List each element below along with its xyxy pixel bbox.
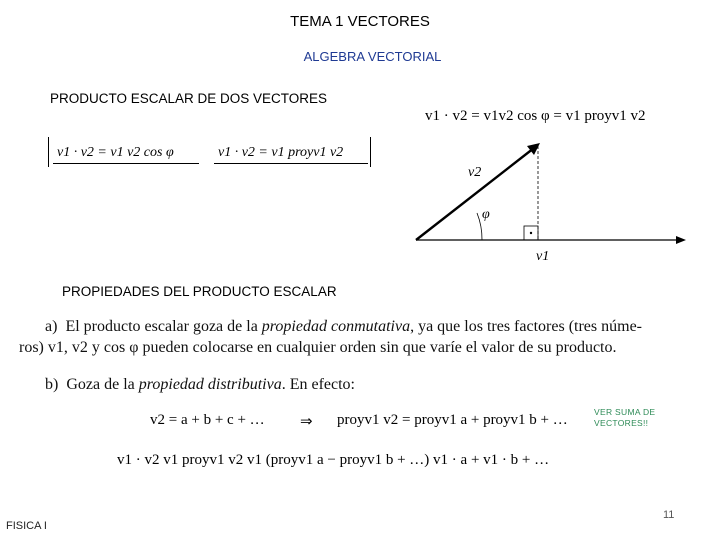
side-note-line-2: VECTORES!! <box>594 418 649 428</box>
property-a-line1 <box>45 318 642 336</box>
property-a-prefix: a) <box>45 318 58 335</box>
property-b-line <box>45 376 355 394</box>
property-b-text-start: Goza de la <box>66 376 139 393</box>
side-note-line-1: VER SUMA DE <box>594 407 656 417</box>
section-heading: PRODUCTO ESCALAR DE DOS VECTORES <box>50 91 328 106</box>
property-b-prefix: b) <box>45 376 59 393</box>
v2-label: v2 <box>468 165 482 180</box>
diagram-formula: v1 · v2 = v1v2 cos φ = v1 proyv1 v2 <box>425 108 646 124</box>
property-a-line2: ros) v1, v2 y cos φ pueden colocarse en cualquier orden sin que varíe el valor de su producto. <box>19 339 617 356</box>
equation-1-arrow: ⇒ <box>300 414 313 430</box>
v1-label: v1 <box>536 249 550 264</box>
property-a-text-start: El producto escalar goza de la <box>65 318 262 335</box>
v1-arrowhead <box>676 236 686 244</box>
property-b-text-end: . En efecto: <box>281 376 355 393</box>
equation-1-right: proyv1 v2 = proyv1 a + proyv1 b + … <box>337 412 568 428</box>
right-angle-dot <box>530 232 532 234</box>
v2-vector-line <box>416 148 534 240</box>
slide-title: TEMA 1 VECTORES <box>290 13 430 30</box>
formula-box-2-text: v1 · v2 = v1 proyv1 v2 <box>214 143 368 164</box>
page-number: 11 <box>663 509 675 521</box>
property-b-italic: propiedad distributiva <box>138 376 282 393</box>
properties-heading: PROPIEDADES DEL PRODUCTO ESCALAR <box>62 284 337 299</box>
angle-label: φ <box>482 207 490 222</box>
equation-2: v1 · v2 v1 proyv1 v2 v1 (proyv1 a − proyv1 b + …) v1 · a + v1 · b + … <box>117 452 550 468</box>
slide-subtitle: ALGEBRA VECTORIAL <box>303 49 442 64</box>
footer-course: FISICA I <box>6 520 47 532</box>
side-note <box>594 407 655 429</box>
property-a-italic: propiedad conmutativa <box>261 318 411 335</box>
equation-1-left: v2 = a + b + c + … <box>150 412 265 428</box>
property-a-text-end: , ya que los tres factores (tres núme- <box>410 318 642 335</box>
formula-box-1-text: v1 · v2 = v1 v2 cos φ <box>53 143 199 164</box>
formula-box-1 <box>48 137 199 167</box>
formula-box-2 <box>212 137 371 167</box>
vector-diagram <box>410 130 690 270</box>
